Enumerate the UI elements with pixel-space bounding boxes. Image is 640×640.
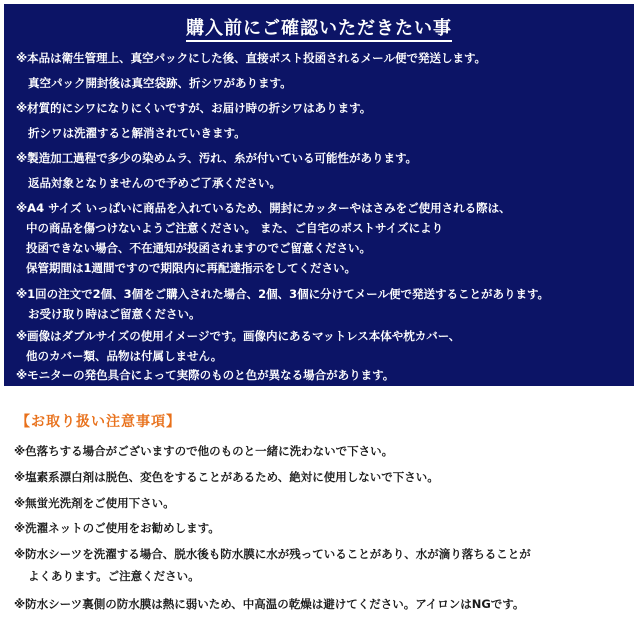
notice-line: ※画像はダブルサイズの使用イメージです。画像内にあるマットレス本体や枕カバー、 <box>16 329 461 343</box>
notice-line: ※本品は衛生管理上、真空パックにした後、直接ポスト投函されるメール便で発送します。 <box>16 51 487 65</box>
care-line: よくあります。ご注意ください。 <box>28 569 200 583</box>
notice-title: 購入前にご確認いただきたい事 <box>4 14 634 40</box>
notice-line: ※A4 サイズ いっぱいに商品を入れているため、開封にカッターやはさみをご使用される際は、 <box>16 201 511 215</box>
notice-line: 他のカバー類、品物は付属しません。 <box>26 349 223 363</box>
notice-line: 投函できない場合、不在通知が投函されますのでご留意ください。 <box>26 241 371 255</box>
notice-line: 真空パック開封後は真空袋跡、折シワがあります。 <box>28 76 292 90</box>
care-line: ※洗濯ネットのご使用をお勧めします。 <box>14 521 220 535</box>
pre-purchase-notice-box <box>4 4 634 386</box>
notice-line: ※1回の注文で2個、3個をご購入された場合、2個、3個に分けてメール便で発送することがあります。 <box>16 287 550 301</box>
notice-line: ※製造加工過程で多少の染めムラ、汚れ、糸が付いている可能性があります。 <box>16 151 418 165</box>
care-line: ※防水シーツを洗濯する場合、脱水後も防水膜に水が残っていることがあり、水が滴り落ちることが <box>14 547 531 561</box>
notice-line: 折シワは洗濯すると解消されていきます。 <box>28 126 246 140</box>
notice-line: 中の商品を傷つけないようご注意ください。 また、ご自宅のポストサイズにより <box>26 221 444 235</box>
care-line: ※塩素系漂白剤は脱色、変色をすることがあるため、絶対に使用しないで下さい。 <box>14 470 439 484</box>
notice-line: 保管期間は1週間ですので期限内に再配達指示をしてください。 <box>26 261 356 275</box>
notice-line: ※材質的にシワになりにくいですが、お届け時の折シワはあります。 <box>16 101 372 115</box>
notice-line: ※モニターの発色具合によって実際のものと色が異なる場合があります。 <box>16 368 395 382</box>
care-line: ※無蛍光洗剤をご使用下さい。 <box>14 496 175 510</box>
care-line: ※色落ちする場合がございますので他のものと一緒に洗わないで下さい。 <box>14 444 394 458</box>
notice-line: お受け取り時はご留意ください。 <box>28 307 201 321</box>
notice-line: 返品対象となりませんので予めご了承ください。 <box>28 176 281 190</box>
handling-notes-title: 【お取り扱い注意事項】 <box>16 414 181 430</box>
care-line: ※防水シーツ裏側の防水膜は熱に弱いため、中高温の乾燥は避けてください。アイロンはNGです。 <box>14 597 525 611</box>
